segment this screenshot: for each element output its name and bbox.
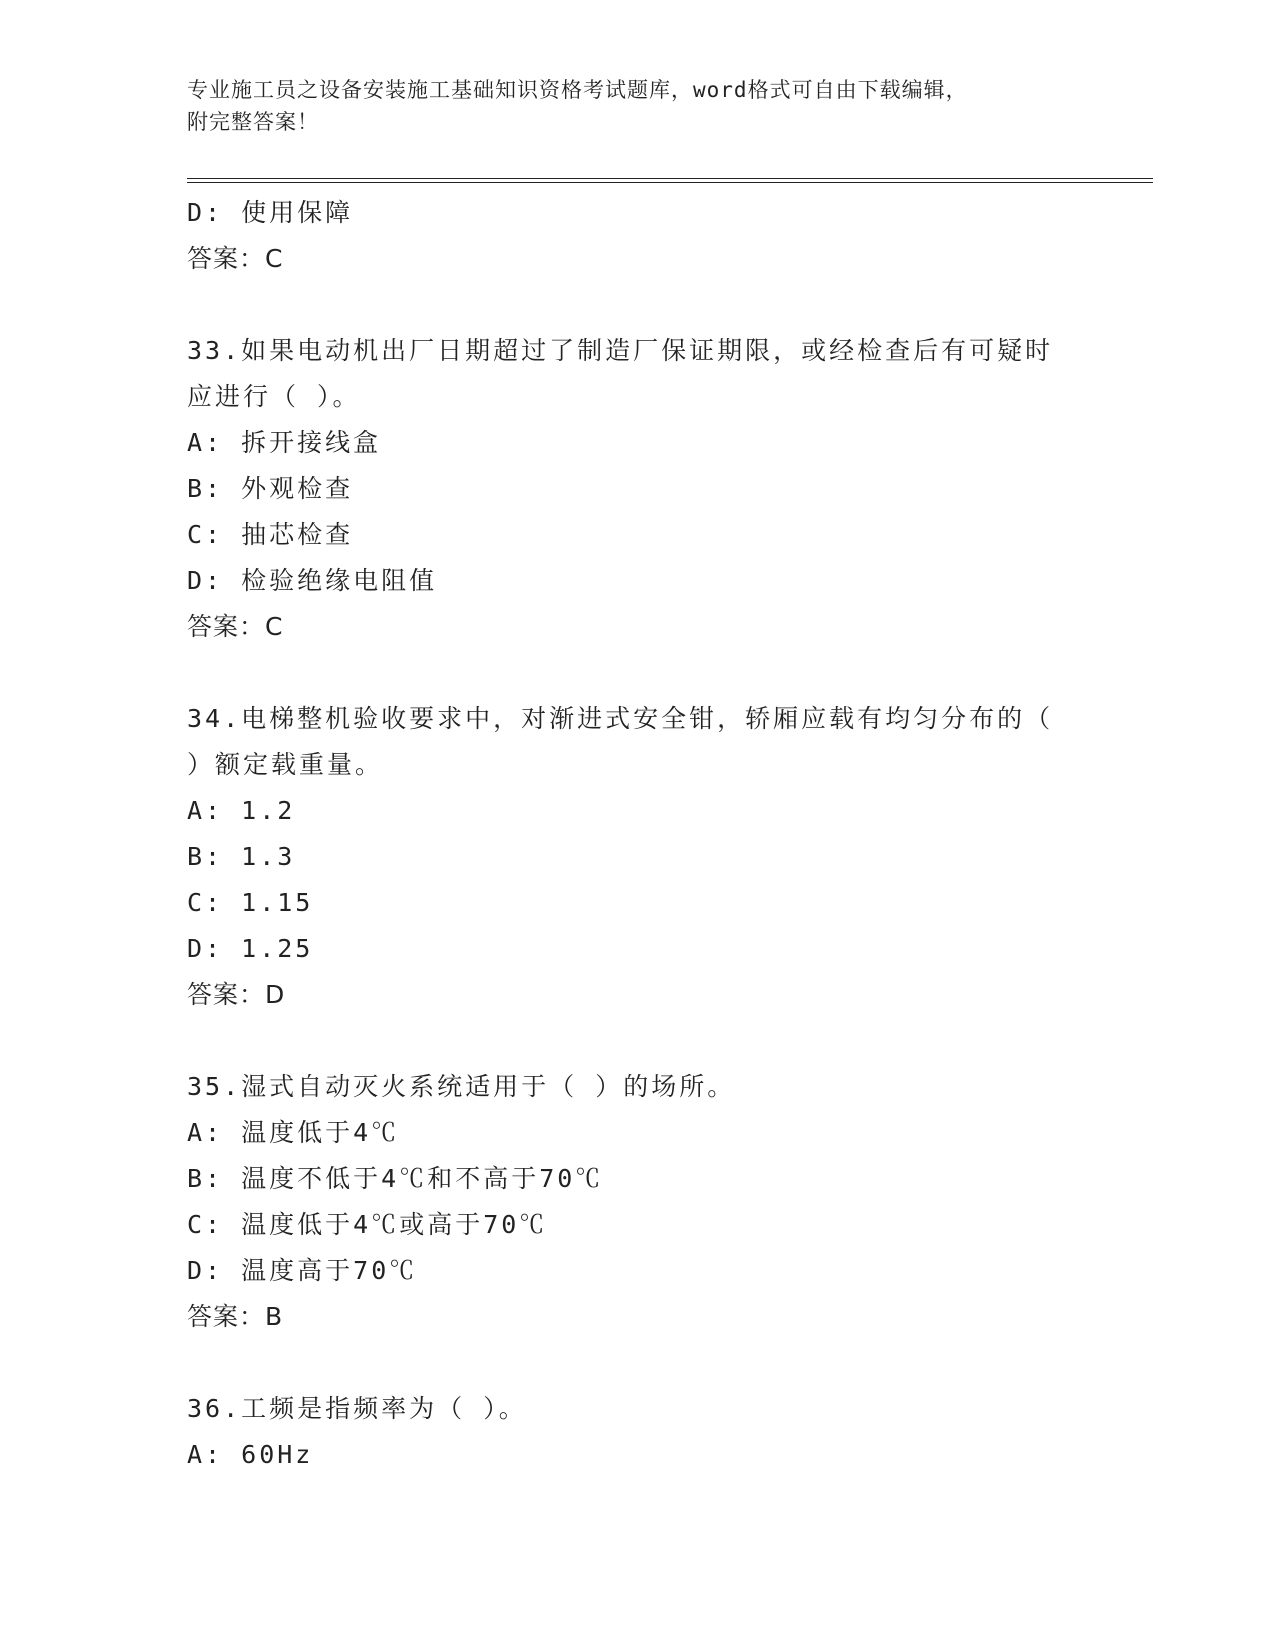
- option-b: B: 外观检查: [187, 474, 354, 503]
- option-b: B: 1.3: [187, 842, 296, 871]
- answer: 答案：D: [187, 980, 286, 1009]
- header-line-1: 专业施工员之设备安装施工基础知识资格考试题库，word格式可自由下载编辑，: [187, 78, 968, 102]
- option-b: B: 温度不低于4℃和不高于70℃: [187, 1164, 604, 1193]
- option-c: C: 抽芯检查: [187, 520, 354, 549]
- question-32-continued: [187, 190, 1087, 282]
- question-text: [187, 696, 1087, 788]
- option-c: C: 1.15: [187, 888, 314, 917]
- option-a: A: 60Hz: [187, 1440, 314, 1469]
- option-a: A: 1.2: [187, 796, 296, 825]
- header-rule-top: [187, 178, 1153, 179]
- question-text-line-1: 36.工频是指频率为（ ）。: [187, 1394, 527, 1423]
- option-a: A: 拆开接线盒: [187, 428, 382, 457]
- question-text-line-1: 33.如果电动机出厂日期超过了制造厂保证期限，或经检查后有可疑时: [187, 336, 1054, 365]
- question-text: [187, 1386, 1087, 1432]
- question-text: [187, 1064, 1087, 1110]
- question-33: [187, 328, 1087, 650]
- question-text-line-2: ）额定载重量。: [187, 750, 384, 779]
- option-d: D: 使用保障: [187, 198, 354, 227]
- document-header: [187, 74, 1087, 138]
- question-text: [187, 328, 1087, 420]
- question-text-line-1: 35.湿式自动灭火系统适用于（ ）的场所。: [187, 1072, 736, 1101]
- option-d: D: 检验绝缘电阻值: [187, 566, 438, 595]
- header-line-2: 附完整答案！: [187, 110, 319, 134]
- question-35: [187, 1064, 1087, 1340]
- answer: 答案：B: [187, 1302, 284, 1331]
- question-36: [187, 1386, 1087, 1478]
- option-a: A: 温度低于4℃: [187, 1118, 400, 1147]
- header-rule-bottom: [187, 182, 1153, 183]
- question-text-line-2: 应进行（ ）。: [187, 382, 361, 411]
- answer: 答案：C: [187, 612, 284, 641]
- option-d: D: 1.25: [187, 934, 314, 963]
- question-34: [187, 696, 1087, 1018]
- answer: 答案：C: [187, 244, 284, 273]
- question-text-line-1: 34.电梯整机验收要求中，对渐进式安全钳，轿厢应载有均匀分布的（: [187, 704, 1054, 733]
- option-d: D: 温度高于70℃: [187, 1256, 418, 1285]
- option-c: C: 温度低于4℃或高于70℃: [187, 1210, 548, 1239]
- document-body: [187, 190, 1087, 1478]
